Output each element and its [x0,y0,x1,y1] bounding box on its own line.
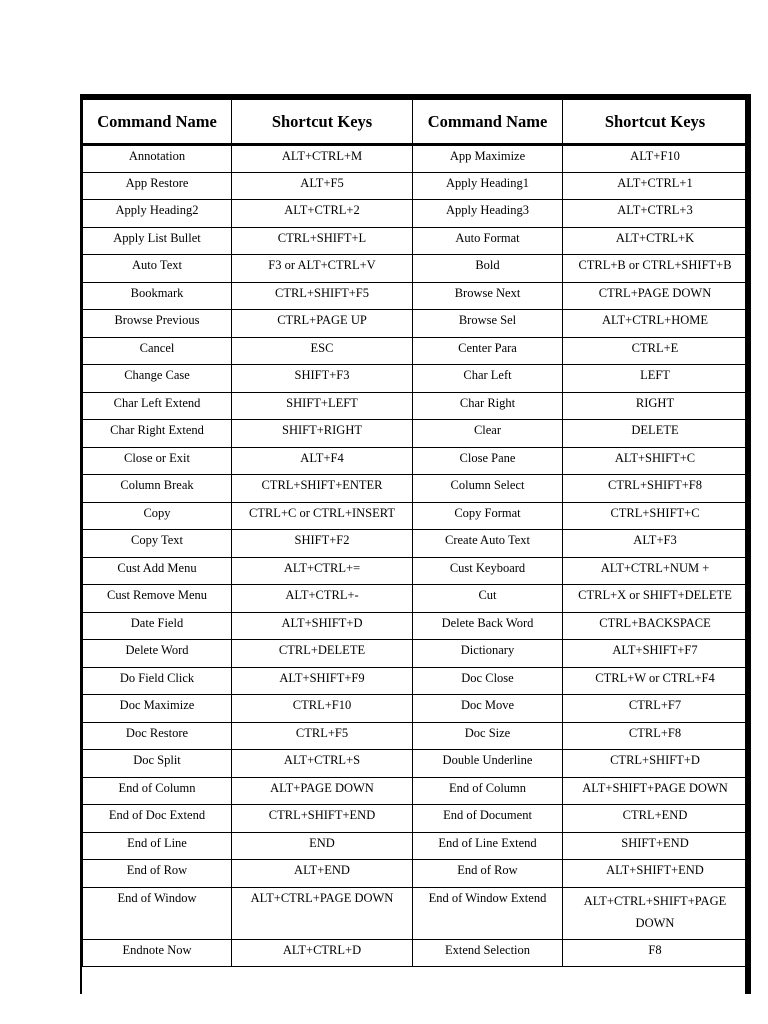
command-name-cell: Doc Maximize [83,695,232,723]
table-row [83,502,748,530]
table-row [83,255,748,283]
command-name-cell: Apply Heading2 [83,200,232,228]
shortcut-keys-cell: ALT+PAGE DOWN [232,777,413,805]
table-header-row [83,100,748,145]
shortcut-keys-cell: CTRL+SHIFT+ENTER [232,475,413,503]
shortcut-keys-cell: SHIFT+RIGHT [232,420,413,448]
shortcut-table-frame [80,94,751,994]
shortcut-keys-cell: CTRL+F5 [232,722,413,750]
shortcut-keys-cell: F3 or ALT+CTRL+V [232,255,413,283]
shortcut-keys-cell: ALT+CTRL+SHIFT+PAGE DOWN [563,887,748,939]
command-name-cell: Copy Format [413,502,563,530]
shortcut-keys-cell: CTRL+B or CTRL+SHIFT+B [563,255,748,283]
command-name-cell: App Maximize [413,145,563,173]
command-name-cell: Dictionary [413,640,563,668]
command-name-cell: Doc Move [413,695,563,723]
table-row [83,887,748,939]
command-name-cell: Create Auto Text [413,530,563,558]
command-name-cell: End of Column [413,777,563,805]
table-row [83,447,748,475]
table-row [83,420,748,448]
shortcut-keys-cell: ALT+CTRL+3 [563,200,748,228]
command-name-cell: Bookmark [83,282,232,310]
table-row [83,860,748,888]
command-name-cell: End of Window [83,887,232,939]
shortcut-keys-cell: ALT+CTRL+- [232,585,413,613]
shortcut-keys-cell: CTRL+F10 [232,695,413,723]
command-name-cell: End of Row [413,860,563,888]
shortcut-keys-cell: ALT+SHIFT+PAGE DOWN [563,777,748,805]
table-row [83,145,748,173]
shortcut-keys-cell: ESC [232,337,413,365]
command-name-cell: Annotation [83,145,232,173]
shortcut-keys-cell: F8 [563,939,748,967]
command-name-cell: Doc Split [83,750,232,778]
command-name-cell: End of Column [83,777,232,805]
shortcut-keys-cell: CTRL+E [563,337,748,365]
command-name-cell: Close Pane [413,447,563,475]
command-name-cell: Column Select [413,475,563,503]
command-name-cell: End of Row [83,860,232,888]
shortcut-keys-cell: CTRL+SHIFT+C [563,502,748,530]
command-name-cell: App Restore [83,172,232,200]
table-row [83,200,748,228]
shortcut-keys-cell: ALT+F4 [232,447,413,475]
shortcut-keys-cell: ALT+END [232,860,413,888]
table-row [83,805,748,833]
command-name-cell: End of Window Extend [413,887,563,939]
command-name-cell: Char Left [413,365,563,393]
shortcut-keys-cell: LEFT [563,365,748,393]
command-name-cell: Apply Heading1 [413,172,563,200]
header-shortcut-keys-1: Shortcut Keys [232,100,413,145]
shortcut-keys-cell: SHIFT+F2 [232,530,413,558]
shortcut-keys-cell: ALT+SHIFT+F9 [232,667,413,695]
command-name-cell: Copy [83,502,232,530]
command-name-cell: Browse Sel [413,310,563,338]
command-name-cell: Browse Previous [83,310,232,338]
shortcut-keys-cell: SHIFT+LEFT [232,392,413,420]
shortcut-keys-cell: CTRL+END [563,805,748,833]
table-row [83,337,748,365]
command-name-cell: Auto Text [83,255,232,283]
command-name-cell: Apply List Bullet [83,227,232,255]
shortcut-keys-cell: ALT+CTRL+D [232,939,413,967]
command-name-cell: Column Break [83,475,232,503]
table-row [83,667,748,695]
shortcut-keys-cell: ALT+CTRL+S [232,750,413,778]
shortcut-keys-cell: CTRL+SHIFT+F5 [232,282,413,310]
table-row [83,557,748,585]
command-name-cell: Extend Selection [413,939,563,967]
shortcut-keys-cell: ALT+CTRL+K [563,227,748,255]
shortcut-keys-cell: SHIFT+F3 [232,365,413,393]
command-name-cell: Cut [413,585,563,613]
command-name-cell: Clear [413,420,563,448]
shortcut-keys-cell: ALT+F3 [563,530,748,558]
shortcut-keys-cell: CTRL+F8 [563,722,748,750]
table-row [83,750,748,778]
header-command-name-1: Command Name [83,100,232,145]
table-row [83,475,748,503]
table-row [83,530,748,558]
shortcut-keys-cell: ALT+CTRL+1 [563,172,748,200]
table-row [83,939,748,967]
shortcut-keys-cell: ALT+SHIFT+C [563,447,748,475]
command-name-cell: Endnote Now [83,939,232,967]
shortcut-keys-cell: ALT+CTRL+2 [232,200,413,228]
table-row [83,310,748,338]
shortcut-keys-cell: CTRL+BACKSPACE [563,612,748,640]
shortcut-keys-cell: CTRL+SHIFT+END [232,805,413,833]
table-row [83,695,748,723]
command-name-cell: Center Para [413,337,563,365]
table-row [83,392,748,420]
command-name-cell: Char Right Extend [83,420,232,448]
table-row [83,365,748,393]
shortcut-keys-cell: ALT+F10 [563,145,748,173]
command-name-cell: End of Line [83,832,232,860]
shortcut-keys-cell: CTRL+F7 [563,695,748,723]
command-name-cell: Doc Restore [83,722,232,750]
command-name-cell: Close or Exit [83,447,232,475]
shortcut-keys-cell: ALT+CTRL+= [232,557,413,585]
shortcut-keys-cell: CTRL+SHIFT+F8 [563,475,748,503]
shortcut-keys-cell: CTRL+PAGE DOWN [563,282,748,310]
shortcut-keys-cell: ALT+SHIFT+D [232,612,413,640]
shortcut-keys-cell: SHIFT+END [563,832,748,860]
command-name-cell: Char Right [413,392,563,420]
shortcut-keys-cell: CTRL+SHIFT+D [563,750,748,778]
table-row [83,227,748,255]
table-row [83,777,748,805]
command-name-cell: Char Left Extend [83,392,232,420]
command-name-cell: Double Underline [413,750,563,778]
table-row [83,585,748,613]
command-name-cell: End of Line Extend [413,832,563,860]
table-row [83,282,748,310]
shortcut-keys-cell: ALT+CTRL+M [232,145,413,173]
command-name-cell: Auto Format [413,227,563,255]
shortcut-keys-cell: ALT+CTRL+PAGE DOWN [232,887,413,939]
shortcut-keys-cell: END [232,832,413,860]
command-name-cell: Doc Close [413,667,563,695]
shortcut-keys-cell: RIGHT [563,392,748,420]
command-name-cell: Cust Keyboard [413,557,563,585]
header-command-name-2: Command Name [413,100,563,145]
command-name-cell: Bold [413,255,563,283]
table-row [83,640,748,668]
shortcut-keys-cell: ALT+CTRL+HOME [563,310,748,338]
shortcut-keys-cell: ALT+CTRL+NUM + [563,557,748,585]
shortcut-keys-cell: CTRL+C or CTRL+INSERT [232,502,413,530]
command-name-cell: Cust Remove Menu [83,585,232,613]
shortcut-keys-cell: ALT+F5 [232,172,413,200]
shortcut-table [82,99,748,967]
table-row [83,172,748,200]
command-name-cell: Apply Heading3 [413,200,563,228]
command-name-cell: Change Case [83,365,232,393]
command-name-cell: Browse Next [413,282,563,310]
shortcut-keys-cell: ALT+SHIFT+END [563,860,748,888]
command-name-cell: Cancel [83,337,232,365]
command-name-cell: End of Doc Extend [83,805,232,833]
command-name-cell: Do Field Click [83,667,232,695]
command-name-cell: Date Field [83,612,232,640]
shortcut-keys-cell: DELETE [563,420,748,448]
shortcut-keys-cell: ALT+SHIFT+F7 [563,640,748,668]
command-name-cell: End of Document [413,805,563,833]
command-name-cell: Delete Back Word [413,612,563,640]
shortcut-keys-cell: CTRL+X or SHIFT+DELETE [563,585,748,613]
command-name-cell: Copy Text [83,530,232,558]
table-row [83,722,748,750]
command-name-cell: Cust Add Menu [83,557,232,585]
shortcut-keys-cell: CTRL+SHIFT+L [232,227,413,255]
shortcut-keys-cell: CTRL+DELETE [232,640,413,668]
table-row [83,832,748,860]
command-name-cell: Delete Word [83,640,232,668]
header-shortcut-keys-2: Shortcut Keys [563,100,748,145]
command-name-cell: Doc Size [413,722,563,750]
shortcut-keys-cell: CTRL+PAGE UP [232,310,413,338]
shortcut-keys-cell: CTRL+W or CTRL+F4 [563,667,748,695]
table-row [83,612,748,640]
